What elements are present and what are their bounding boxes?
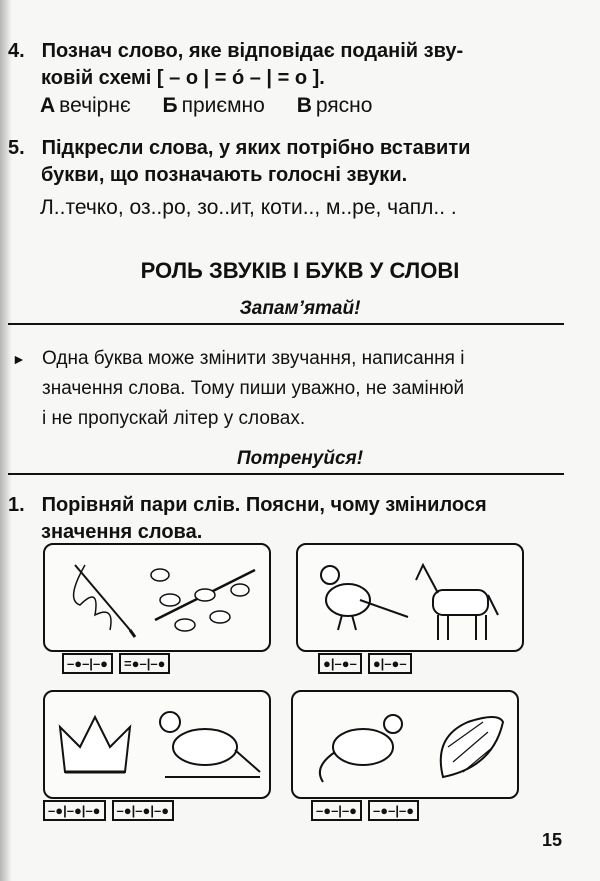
sound-scheme: –●|–●|–● — [43, 800, 106, 821]
section-title: РОЛЬ ЗВУКІВ І БУКВ У СЛОВІ — [140, 258, 460, 283]
task-4 — [8, 38, 463, 92]
sound-schemes-1 — [62, 653, 170, 674]
triangle-bullet-icon: ► — [12, 351, 26, 367]
rule-line: і не пропускай літер у словах. — [42, 408, 306, 429]
sound-scheme: –●–|–● — [368, 800, 419, 821]
rule-block — [12, 344, 465, 429]
task-number: 4. — [8, 40, 25, 62]
remember-header: Запам’ятай! — [239, 298, 361, 319]
word-list: Л..течко, оз..ро, зо..ит, коти.., м..ре, чапл.. . — [40, 196, 457, 219]
answer-option-c[interactable]: В рясно — [296, 94, 373, 117]
answer-option-b[interactable]: Б приємно — [162, 94, 265, 117]
rule-line: Одна буква може змінити звучання, написання і — [42, 348, 465, 369]
picture-pair-4 — [291, 690, 519, 799]
task-text-line: Познач слово, яке відповідає поданій зву- — [41, 40, 464, 62]
mouse-and-hop-cone-illustration — [293, 692, 517, 797]
picture-pair-1 — [43, 543, 271, 652]
sound-scheme: –●|–●|–● — [112, 800, 175, 821]
answer-option-a[interactable]: А вечірнє — [40, 94, 131, 117]
exercise-1 — [8, 492, 487, 546]
book-spine-shadow — [0, 0, 12, 881]
eagle-and-donkey-illustration — [298, 545, 522, 650]
task-number: 5. — [8, 137, 25, 159]
crown-and-bird-illustration — [45, 692, 269, 797]
sound-scheme: ●|–●– — [318, 653, 362, 674]
answer-options — [40, 94, 398, 118]
sound-scheme: –●–|–● — [311, 800, 362, 821]
divider — [8, 473, 564, 475]
page-number: 15 — [541, 830, 562, 850]
sound-scheme: –●–|–● — [62, 653, 113, 674]
task-5 — [8, 135, 470, 189]
sound-schemes-4 — [311, 800, 419, 821]
sound-scheme: =●–|–● — [119, 653, 170, 674]
divider — [8, 323, 564, 325]
task-number: 1. — [8, 494, 25, 516]
task-text-line: Порівняй пари слів. Поясни, чому змінилося — [41, 494, 487, 516]
sound-scheme: ●|–●– — [368, 653, 412, 674]
practice-header: Потренуйся! — [236, 448, 364, 469]
task-text-line: Підкресли слова, у яких потрібно вставити — [41, 137, 471, 159]
sound-schemes-3 — [43, 800, 174, 821]
sound-schemes-2 — [318, 653, 412, 674]
task-text-line: значення слова. — [41, 521, 203, 543]
picture-pair-3 — [43, 690, 271, 799]
task-text-line: ковій схемі [ – о | = о́ – | = о ]. — [41, 67, 325, 89]
rule-line: значення слова. Тому пиши уважно, не замінюй — [42, 378, 465, 399]
thread-needle-and-branch-illustration — [45, 545, 269, 650]
picture-pair-2 — [296, 543, 524, 652]
task-text-line: букви, що позначають голосні звуки. — [41, 164, 408, 186]
